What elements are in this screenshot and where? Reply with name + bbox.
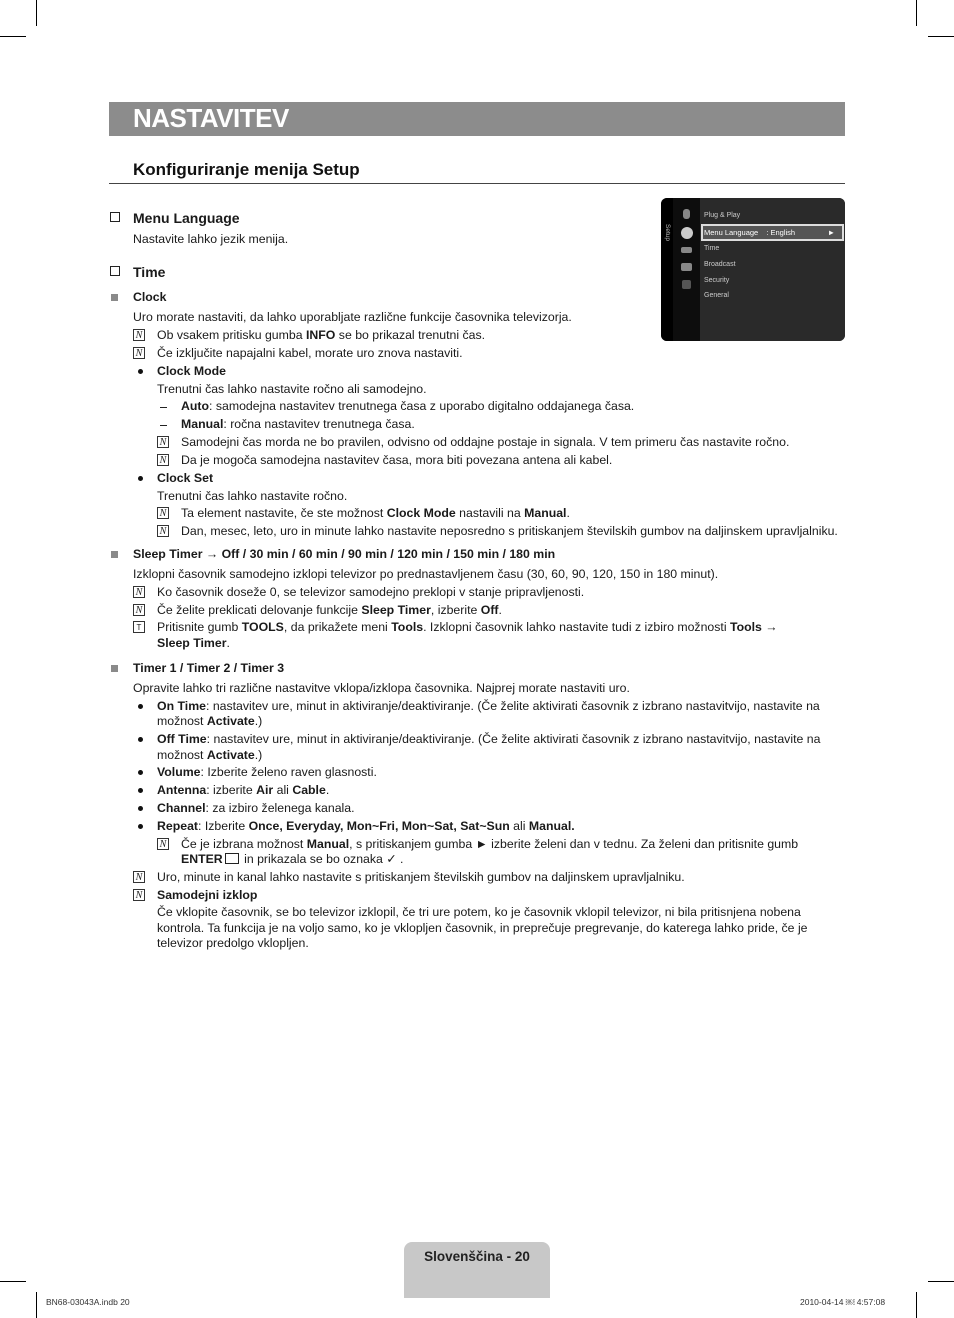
panel-menu-list (700, 198, 845, 341)
square-bullet-icon (111, 665, 118, 672)
setup-gear-icon (681, 227, 693, 239)
clock-mode-title: Clock Mode (157, 364, 227, 378)
bullet-dot-icon (138, 704, 143, 709)
check-icon: ✓ (386, 852, 397, 866)
menu-language-desc: Nastavite lahko jezik menija. (133, 232, 289, 246)
application-icon (681, 263, 692, 271)
clock-set-note2: Dan, mesec, leto, uro in minute lahko nastavite neposredno s pritiskanjem številskih gumbov na daljinskem upravljalniku. (181, 524, 838, 538)
crop-mark (36, 0, 37, 26)
menu-item-selected (701, 224, 844, 241)
timers-volume: Volume: Izberite želeno raven glasnosti. (157, 765, 377, 779)
note-icon: N (157, 838, 169, 850)
setup-menu-screenshot (661, 198, 845, 341)
note-icon: N (157, 454, 169, 466)
auto-off-line2: kontrola. Ta funkcija je na voljo samo, ko je vklopljen časovnik, in preprečuje pregrevanje, do katerega lahko pride, če je (157, 921, 808, 935)
crop-mark (928, 1281, 954, 1282)
timers-desc: Opravite lahko tri različne nastavitve vklopa/izklopa časovnika. Najprej morate nastaviti uro. (133, 681, 630, 695)
bullet-dot-icon (138, 476, 143, 481)
timers-repeat: Repeat: Izberite Once, Everyday, Mon~Fri, Mon~Sat, Sat~Sun ali Manual. (157, 819, 575, 833)
clock-mode-desc: Trenutni čas lahko nastavite ročno ali samodejno. (157, 382, 427, 396)
note-icon: N (157, 507, 169, 519)
crop-mark (916, 0, 917, 26)
auto-off-line3: televizor predolgo vklopljen. (157, 936, 309, 950)
input-icon (681, 247, 692, 253)
menu-item-plug-play: Plug & Play (704, 212, 741, 219)
menu-language-label: Menu Language (704, 228, 759, 237)
timers-note: Uro, minute in kanal lahko nastavite s pritiskanjem številskih gumbov na daljinskem upravljalniku. (157, 870, 685, 884)
menu-language-title: Menu Language (133, 210, 240, 226)
time-title: Time (133, 264, 166, 280)
crop-mark (0, 1281, 26, 1282)
bullet-dot-icon (138, 824, 143, 829)
enter-icon (225, 853, 239, 864)
timers-off-time: Off Time: nastavitev ure, minut in aktiviranje/deaktiviranje. (Če želite aktivirati časovnik z izbrano nastavitvijo, nastavite na (157, 732, 821, 746)
timers-on-time-cont: možnost Activate.) (157, 714, 263, 728)
clock-title: Clock (133, 290, 167, 304)
chapter-title: NASTAVITEV (133, 103, 289, 133)
square-bullet-icon (111, 294, 118, 301)
crop-mark (928, 36, 954, 37)
sleep-timer-tools: Pritisnite gumb TOOLS, da prikažete meni Tools. Izklopni časovnik lahko nastavite tudi z izbiro možnosti Tools → (157, 620, 778, 634)
dash-bullet-icon (160, 425, 167, 426)
timers-antenna: Antenna: izberite Air ali Cable. (157, 783, 330, 797)
auto-off-line1: Če vklopite časovnik, se bo televizor izklopil, če tri ure potem, ko je časovnik vklopil televizor, ni bila pritisnjena nobena (157, 905, 801, 919)
dash-bullet-icon (160, 407, 167, 408)
picture-icon (683, 209, 690, 219)
clock-mode-manual: Manual: ročna nastavitev trenutnega časa. (181, 417, 415, 431)
chapter-title-bar (109, 102, 845, 136)
timers-repeat-note: Če je izbrana možnost Manual, s pritiskanjem gumba ► izberite želeni dan v tednu. Za želeni dan pritisnite gumb (181, 837, 799, 851)
panel-side-label: Setup (664, 224, 671, 241)
sleep-timer-tools-cont: Sleep Timer. (157, 636, 230, 650)
imprint-left: BN68-03043A.indb 20 (46, 1297, 130, 1307)
section-heading (109, 158, 845, 184)
menu-language-value: : English (766, 228, 796, 237)
menu-item-time: Time (704, 245, 720, 252)
timers-channel: Channel: za izbiro želenega kanala. (157, 801, 355, 815)
timers-title: Timer 1 / Timer 2 / Timer 3 (133, 661, 285, 675)
clock-set-desc: Trenutni čas lahko nastavite ročno. (157, 489, 348, 503)
sleep-timer-desc: Izklopni časovnik samodejno izklopi televizor po prednastavljenem času (30, 60, 90, 120, 150 in 180 minut). (133, 567, 719, 581)
crop-mark (916, 1292, 917, 1318)
clock-desc: Uro morate nastaviti, da lahko uporabljate različne funkcije časovnika televizorja. (133, 310, 572, 324)
section-title: Konfiguriranje menija Setup (133, 160, 360, 179)
clock-set-title: Clock Set (157, 471, 214, 485)
timers-on-time: On Time: nastavitev ure, minut in aktiviranje/deaktiviranje. (Če želite aktivirati časovnik z izbrano nastavitvijo, nastavite na (157, 699, 820, 713)
clock-mode-auto: Auto: samodejna nastavitev trenutnega časa z uporabo digitalno oddajanega časa. (181, 399, 635, 413)
tools-icon: T (133, 621, 145, 633)
bullet-dot-icon (138, 737, 143, 742)
bullet-dot-icon (138, 806, 143, 811)
note-icon: N (133, 604, 145, 616)
clock-note-info: Ob vsakem pritisku gumba INFO se bo prikazal trenutni čas. (157, 328, 486, 342)
square-bullet-icon (111, 551, 118, 558)
sleep-timer-title: Sleep Timer → Off / 30 min / 60 min / 90 min / 120 min / 150 min / 180 min (133, 547, 556, 561)
timers-repeat-note-cont: ENTER in prikazala se bo oznaka ✓ . (181, 852, 404, 866)
crop-mark (36, 1292, 37, 1318)
bullet-dot-icon (138, 788, 143, 793)
arrow-right-icon: ► (827, 228, 835, 237)
menu-item-broadcast: Broadcast (704, 261, 736, 268)
imprint-right: 2010-04-14 ￼ 4:57:08 (800, 1297, 886, 1307)
auto-off-title: Samodejni izklop (157, 888, 258, 902)
panel-icon-column (673, 198, 700, 341)
note-icon: N (133, 889, 145, 901)
note-icon: N (157, 436, 169, 448)
clock-set-note1: Ta element nastavite, če ste možnost Clock Mode nastavili na Manual. (181, 506, 570, 520)
menu-item-general: General (704, 292, 729, 299)
clock-note-power: Če izključite napajalni kabel, morate uro znova nastaviti. (157, 346, 463, 360)
timers-off-time-cont: možnost Activate.) (157, 748, 263, 762)
clock-mode-note1: Samodejni čas morda ne bo pravilen, odvisno od oddajne postaje in signala. V tem primeru čas nastavite ročno. (181, 435, 790, 449)
note-icon: N (133, 586, 145, 598)
note-icon: N (133, 347, 145, 359)
note-icon: N (133, 871, 145, 883)
note-icon: N (157, 525, 169, 537)
sleep-timer-note2: Če želite preklicati delovanje funkcije Sleep Timer, izberite Off. (157, 603, 502, 617)
bullet-dot-icon (138, 770, 143, 775)
menu-item-security: Security (704, 277, 730, 284)
clock-mode-note2: Da je mogoča samodejna nastavitev časa, mora biti povezana antena ali kabel. (181, 453, 613, 467)
crop-mark (0, 36, 26, 37)
page-number: Slovenščina - 20 (424, 1249, 530, 1264)
support-icon (682, 280, 691, 289)
panel-side-strip (661, 198, 673, 341)
page-number-tab (404, 1242, 550, 1298)
note-icon: N (133, 329, 145, 341)
bullet-dot-icon (138, 369, 143, 374)
checkbox-bullet-icon (110, 212, 120, 222)
sleep-timer-note1: Ko časovnik doseže 0, se televizor samodejno preklopi v stanje pripravljenosti. (157, 585, 585, 599)
checkbox-bullet-icon (110, 266, 120, 276)
